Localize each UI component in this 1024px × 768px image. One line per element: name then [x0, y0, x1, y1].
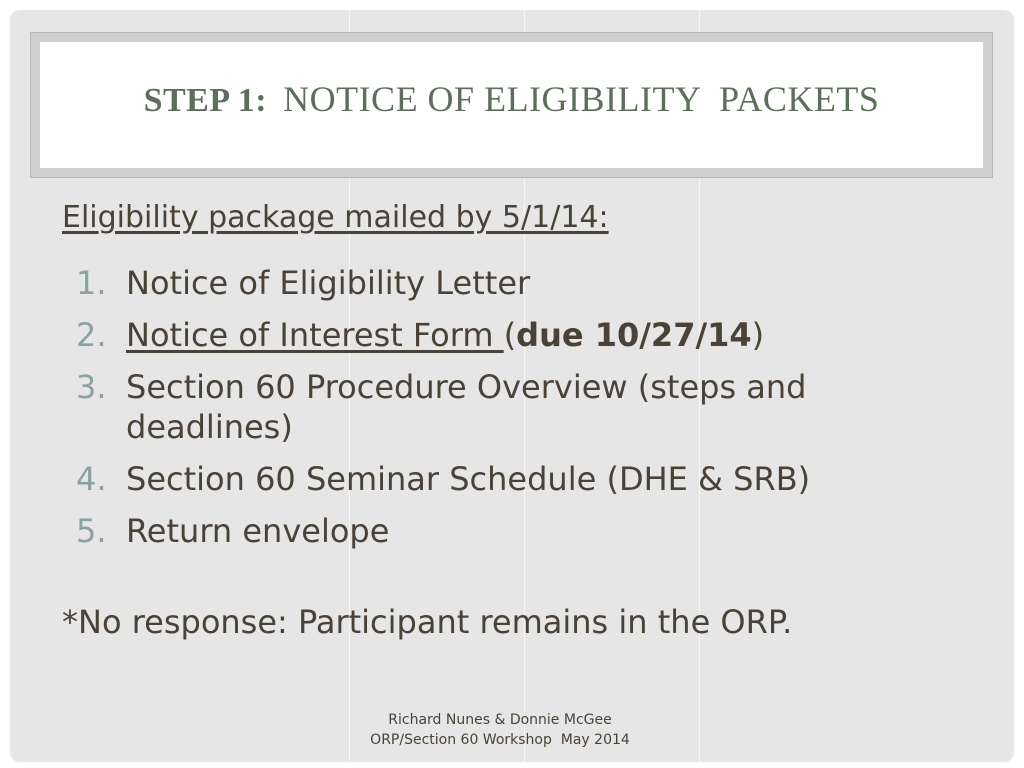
- slide-footer: [350, 710, 650, 750]
- paren-close: ): [751, 316, 765, 354]
- list-number: 1.: [76, 264, 107, 302]
- footer-event: ORP/Section 60 Workshop May 2014: [370, 732, 630, 748]
- list-item-text: Notice of Eligibility Letter: [126, 264, 531, 302]
- list-item-text: Section 60 Seminar Schedule (DHE & SRB): [126, 460, 811, 498]
- subheading: Eligibility package mailed by 5/1/14:: [62, 200, 609, 235]
- list-number: 3.: [76, 368, 107, 406]
- title-text: NOTICE OF ELIGIBILITY PACKETS: [283, 79, 880, 119]
- list-number: 4.: [76, 460, 107, 498]
- list-item: [62, 315, 982, 355]
- list-item: [62, 367, 982, 447]
- list-item-text: Return envelope: [126, 512, 390, 550]
- title-frame: [30, 32, 993, 178]
- slide-content: [62, 200, 982, 641]
- list-item: [62, 459, 982, 499]
- packet-contents-list: [62, 263, 982, 551]
- slide: [10, 10, 1014, 762]
- list-item: [62, 263, 982, 303]
- slide-title: [144, 78, 880, 120]
- paren-open: (: [503, 316, 517, 354]
- no-response-note: *No response: Participant remains in the ORP.: [62, 603, 793, 641]
- list-number: 5.: [76, 512, 107, 550]
- title-box: [40, 42, 983, 168]
- due-date: due 10/27/14: [516, 316, 752, 354]
- footer-authors: Richard Nunes & Donnie McGee: [388, 712, 612, 728]
- list-item-text: Section 60 Procedure Overview (steps and deadlines): [126, 368, 807, 446]
- notice-of-interest-form-link[interactable]: Notice of Interest Form: [126, 316, 504, 354]
- list-item: [62, 511, 982, 551]
- list-number: 2.: [76, 316, 107, 354]
- title-step: STEP 1:: [143, 82, 268, 119]
